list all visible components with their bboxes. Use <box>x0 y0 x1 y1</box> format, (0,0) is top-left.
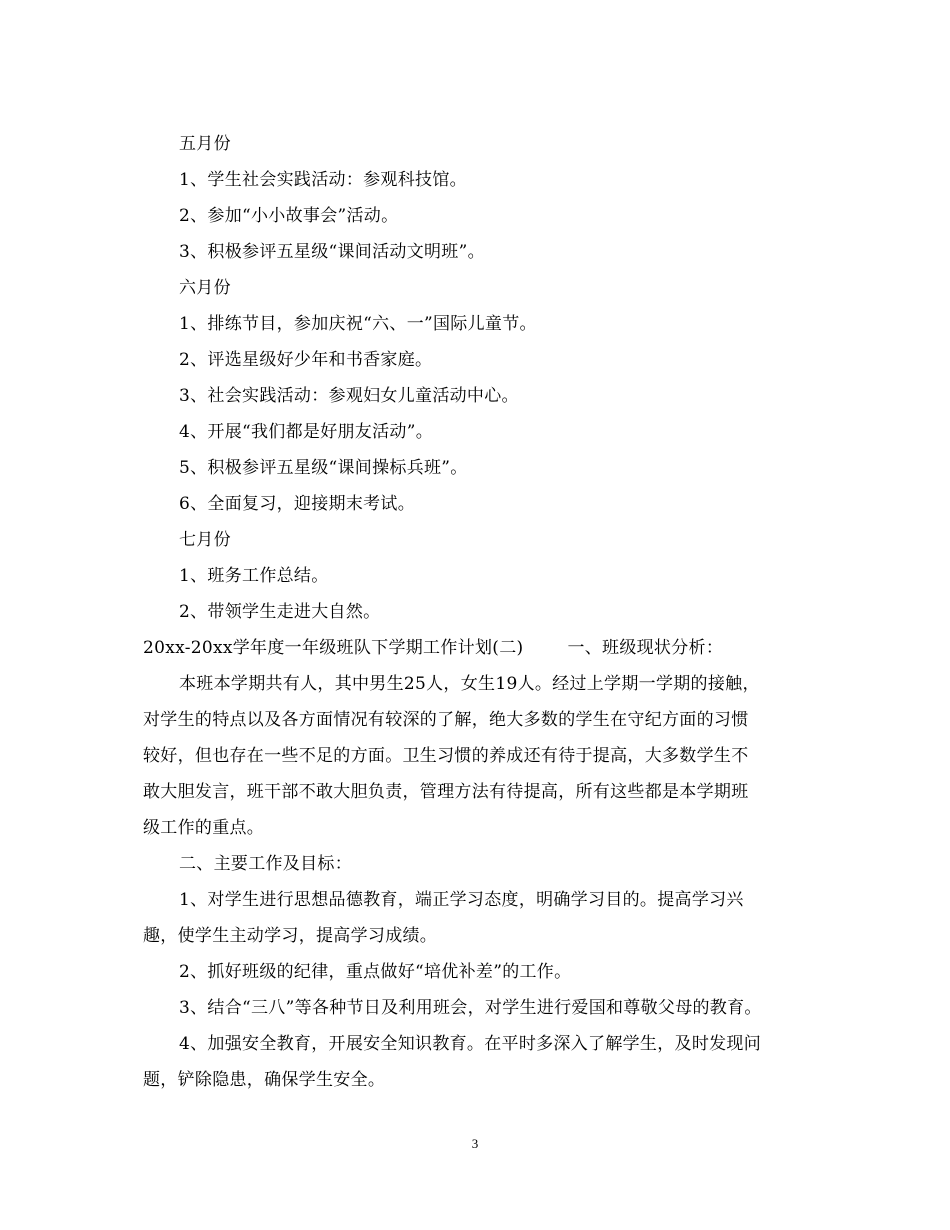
section-1-heading: 一、班级现状分析： <box>567 638 724 658</box>
june-item-4: 4、开展“我们都是好朋友活动”。 <box>179 422 433 442</box>
goal-3: 3、结合“三八”等各种节日及利用班会，对学生进行爱国和尊敬父母的教育。 <box>179 998 762 1018</box>
june-item-6: 6、全面复习，迎接期末考试。 <box>179 494 416 514</box>
july-item-1: 1、班务工作总结。 <box>179 566 329 586</box>
july-item-2: 2、带领学生走进大自然。 <box>179 602 381 622</box>
plan-title-line <box>143 630 723 666</box>
june-item-3: 3、社会实践活动：参观妇女儿童活动中心。 <box>179 386 519 406</box>
plan-title: 20xx-20xx学年度一年级班队下学期工作计划(二) <box>143 638 524 658</box>
goal-2: 2、抓好班级的纪律，重点做好“培优补差”的工作。 <box>179 962 572 982</box>
page-number: 3 <box>471 1136 479 1151</box>
may-item-1: 1、学生社会实践活动：参观科技馆。 <box>179 170 467 190</box>
analysis-line-5: 级工作的重点。 <box>143 818 265 838</box>
analysis-line-4: 敢大胆发言，班干部不敢大胆负责，管理方法有待提高，所有这些都是本学期班 <box>143 782 749 802</box>
goal-4-line-2: 题，铲除隐患，确保学生安全。 <box>143 1070 386 1090</box>
goal-4-line-1: 4、加强安全教育，开展安全知识教育。在平时多深入了解学生，及时发现问 <box>179 1034 762 1054</box>
june-item-2: 2、评选星级好少年和书香家庭。 <box>179 350 433 370</box>
analysis-line-1: 本班本学期共有人，其中男生25人，女生19人。经过上学期一学期的接触， <box>179 674 760 694</box>
july-heading: 七月份 <box>179 530 231 550</box>
june-item-5: 5、积极参评五星级“课间操标兵班”。 <box>179 458 468 478</box>
june-item-1: 1、排练节目，参加庆祝“六、一”国际儿童节。 <box>179 314 537 334</box>
may-item-3: 3、积极参评五星级“课间活动文明班”。 <box>179 242 485 262</box>
analysis-line-2: 对学生的特点以及各方面情况有较深的了解，绝大多数的学生在守纪方面的习惯 <box>143 710 749 730</box>
may-item-2: 2、参加“小小故事会”活动。 <box>179 206 399 226</box>
june-heading: 六月份 <box>179 278 231 298</box>
goal-1-line-2: 趣，使学生主动学习，提高学习成绩。 <box>143 926 438 946</box>
may-heading: 五月份 <box>179 134 231 154</box>
analysis-line-3: 较好，但也存在一些不足的方面。卫生习惯的养成还有待于提高，大多数学生不 <box>143 746 749 766</box>
goal-1-line-1: 1、对学生进行思想品德教育，端正学习态度，明确学习目的。提高学习兴 <box>179 890 744 910</box>
section-2-heading: 二、主要工作及目标： <box>179 854 352 874</box>
